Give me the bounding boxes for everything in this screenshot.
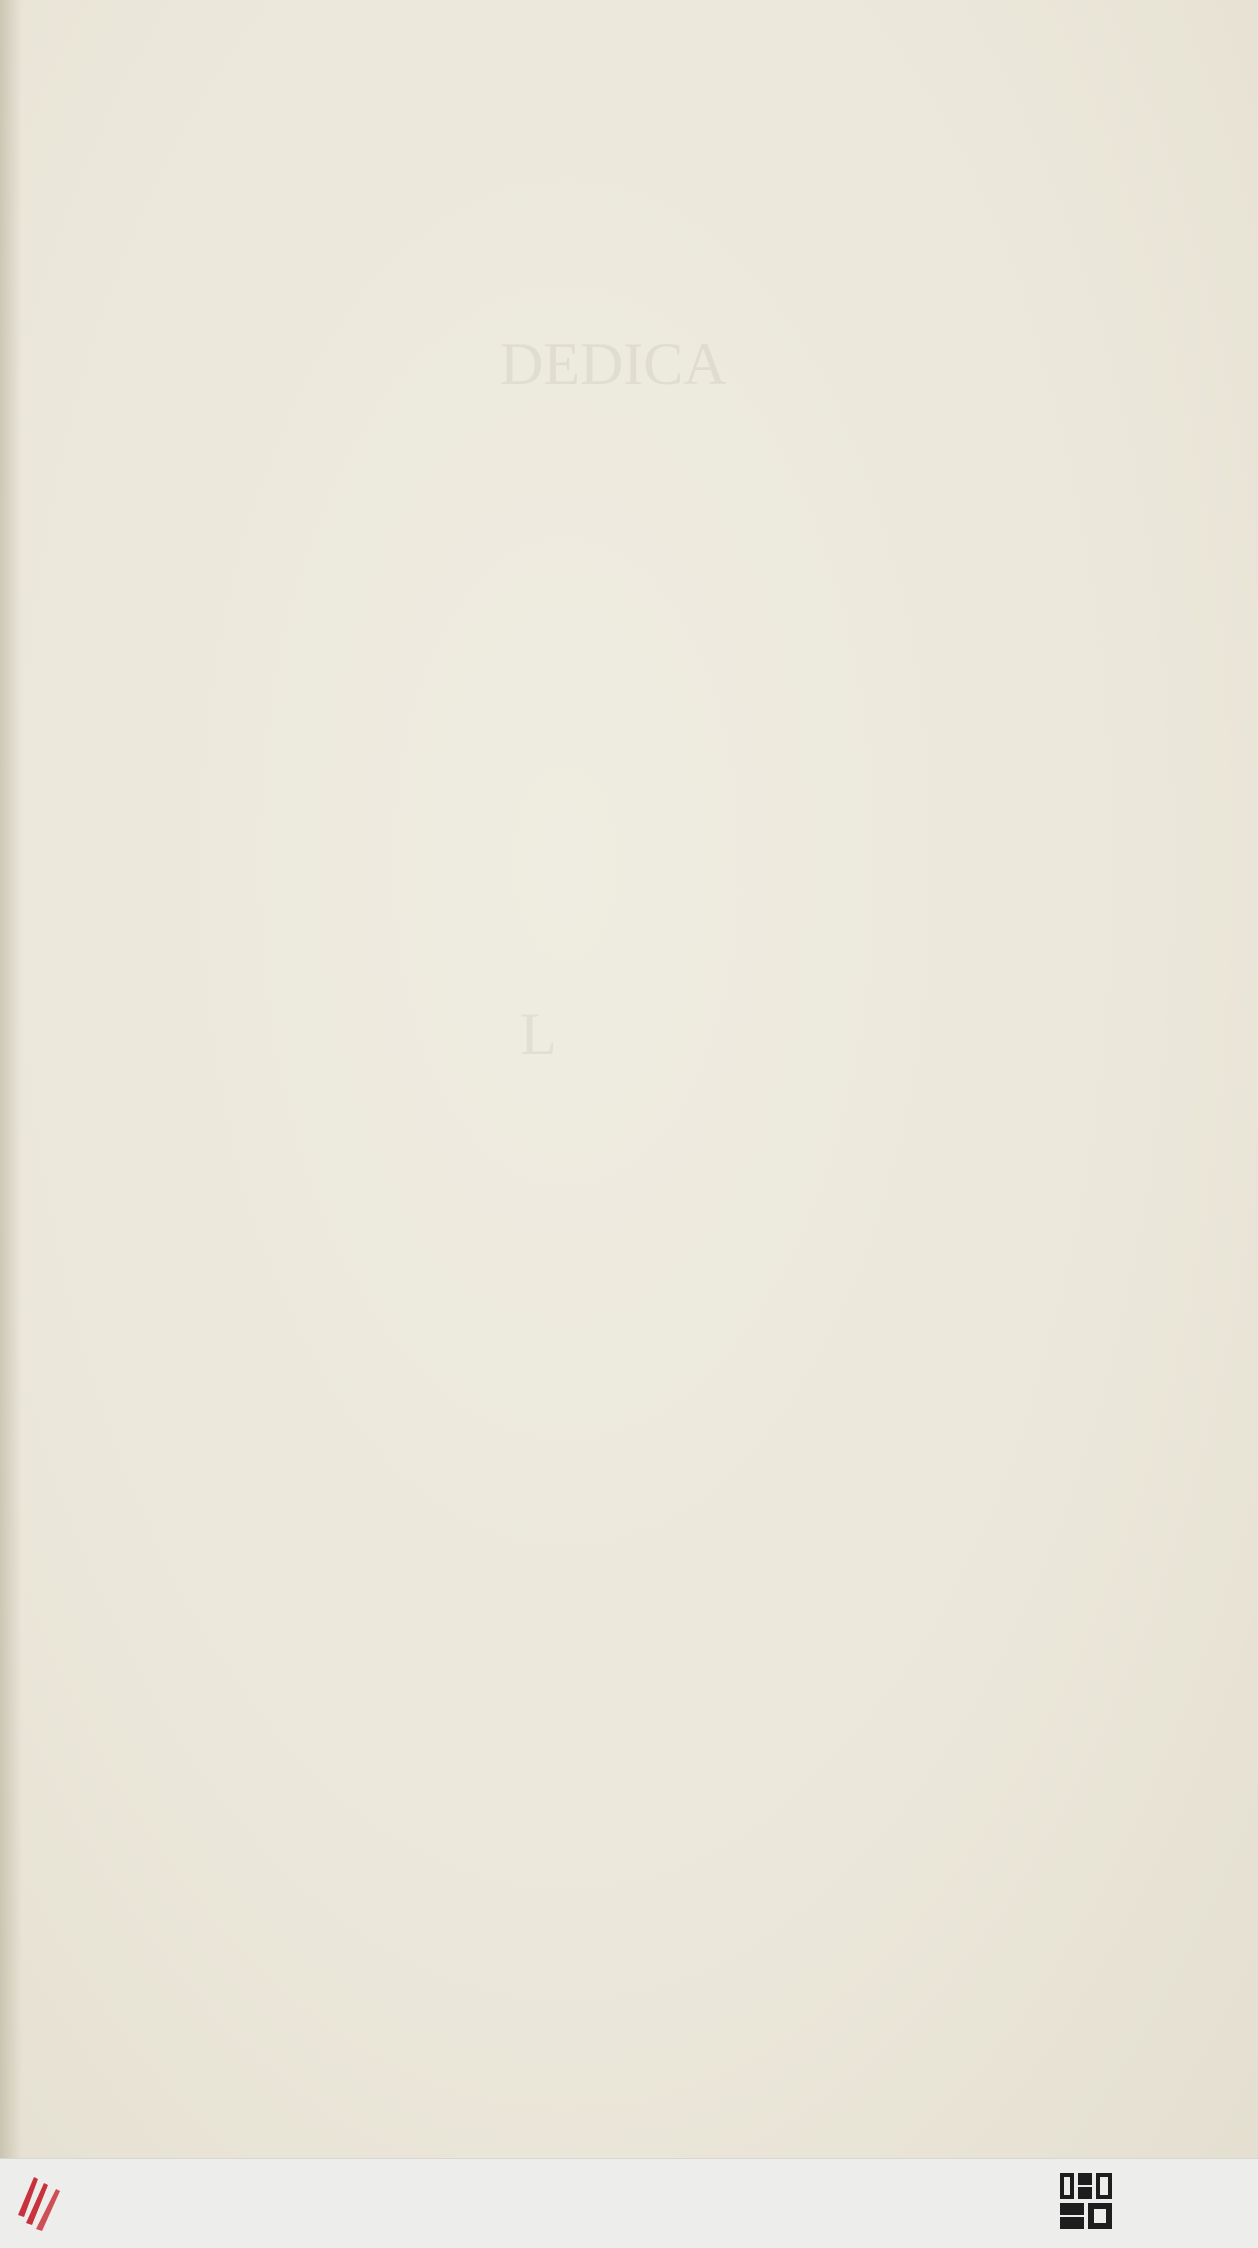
page-gutter-shadow bbox=[0, 0, 22, 2158]
running-header bbox=[220, 132, 920, 182]
getty-logo-icon[interactable] bbox=[1058, 2171, 1114, 2231]
show-through-text: DEDICA bbox=[500, 331, 727, 397]
university-library-logo-icon[interactable] bbox=[12, 2171, 66, 2233]
viewer-footer bbox=[0, 2158, 1258, 2248]
show-through-text: L bbox=[520, 1001, 557, 1067]
